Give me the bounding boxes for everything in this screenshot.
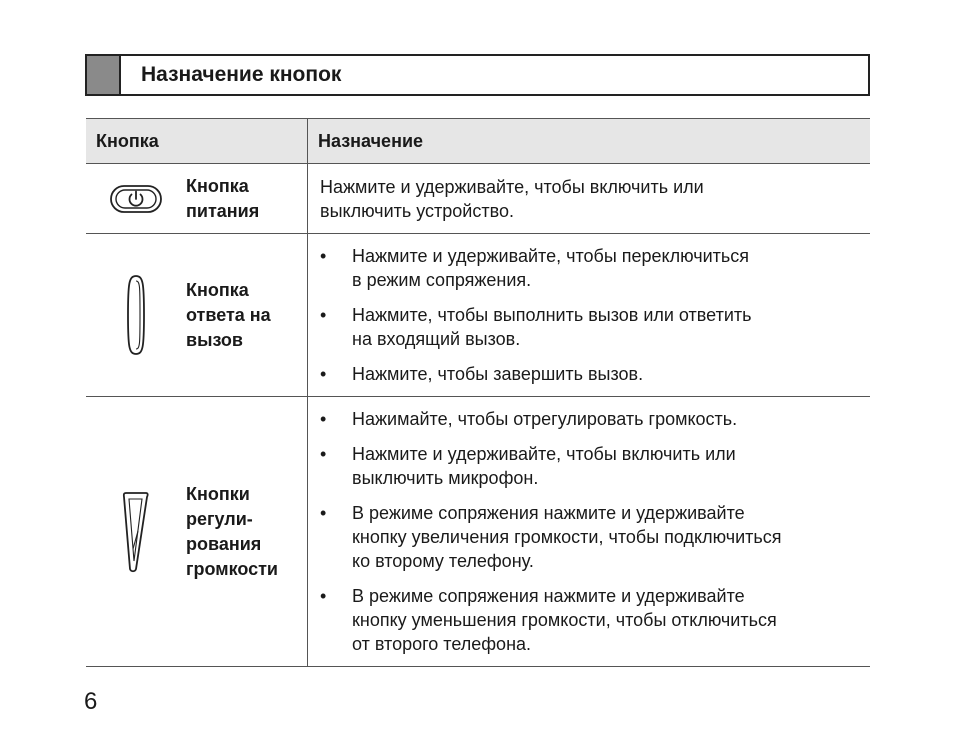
button-name-line: громкости (186, 558, 278, 579)
button-cell (86, 234, 308, 397)
description-cell (308, 397, 871, 667)
button-name-line: вызов (186, 329, 243, 350)
call-button-icon (86, 273, 186, 357)
button-name (186, 482, 296, 582)
description-cell (308, 164, 871, 234)
list-item (320, 303, 860, 351)
section-header (85, 54, 870, 96)
list-item-line: • Нажмите и удерживайте, чтобы переключиться (352, 246, 750, 266)
description-cell (308, 234, 871, 397)
list-item (320, 244, 860, 292)
list-item-line: от второго телефона. (352, 634, 532, 654)
list-item-line: кнопку увеличения громкости, чтобы подключиться (352, 527, 782, 547)
list-item-line: в режим сопряжения. (352, 270, 532, 290)
button-name-line: регули- (186, 508, 253, 529)
list-item-line: • Нажмите, чтобы выполнить вызов или ответить (352, 305, 752, 325)
button-name-line: рования (186, 533, 262, 554)
button-name-line: питания (186, 200, 260, 221)
bullet-list (320, 244, 860, 386)
list-item-line: кнопку уменьшения громкости, чтобы отключиться (352, 610, 777, 630)
table-row-call (86, 234, 870, 397)
button-name (186, 174, 296, 224)
list-item-line: • Нажимайте, чтобы отрегулировать громкость. (352, 409, 738, 429)
table-row-volume (86, 397, 870, 667)
list-item-line: на входящий вызов. (352, 329, 521, 349)
button-name-line: ответа на (186, 304, 271, 325)
volume-buttons-icon (86, 489, 186, 575)
list-item-line: • В режиме сопряжения нажмите и удерживайте (352, 586, 745, 606)
table-row-power (86, 164, 870, 234)
section-header-tab (87, 56, 121, 94)
bullet-list (320, 407, 860, 656)
list-item (320, 442, 860, 490)
list-item-line: • Нажмите, чтобы завершить вызов. (352, 364, 644, 384)
header-purpose: Назначение (308, 119, 871, 164)
list-item (320, 501, 860, 573)
button-cell (86, 397, 308, 667)
power-button-icon (86, 184, 186, 214)
button-cell (86, 164, 308, 234)
button-name (186, 278, 296, 353)
description-line: выключить устройство. (320, 200, 514, 221)
header-button: Кнопка (86, 119, 308, 164)
list-item-line: выключить микрофон. (352, 468, 539, 488)
list-item-line: ко второму телефону. (352, 551, 534, 571)
button-name-line: Кнопка (186, 279, 249, 300)
list-item-line: • Нажмите и удерживайте, чтобы включить или (352, 444, 736, 464)
buttons-table (86, 118, 870, 667)
table-header-row (86, 119, 870, 164)
section-title: Назначение кнопок (141, 63, 342, 86)
page-number: 6 (84, 688, 98, 715)
description-line: Нажмите и удерживайте, чтобы включить или (320, 176, 704, 197)
list-item (320, 362, 860, 386)
list-item (320, 584, 860, 656)
button-name-line: Кнопки (186, 483, 250, 504)
list-item-line: • В режиме сопряжения нажмите и удерживайте (352, 503, 745, 523)
list-item (320, 407, 860, 431)
button-name-line: Кнопка (186, 175, 249, 196)
